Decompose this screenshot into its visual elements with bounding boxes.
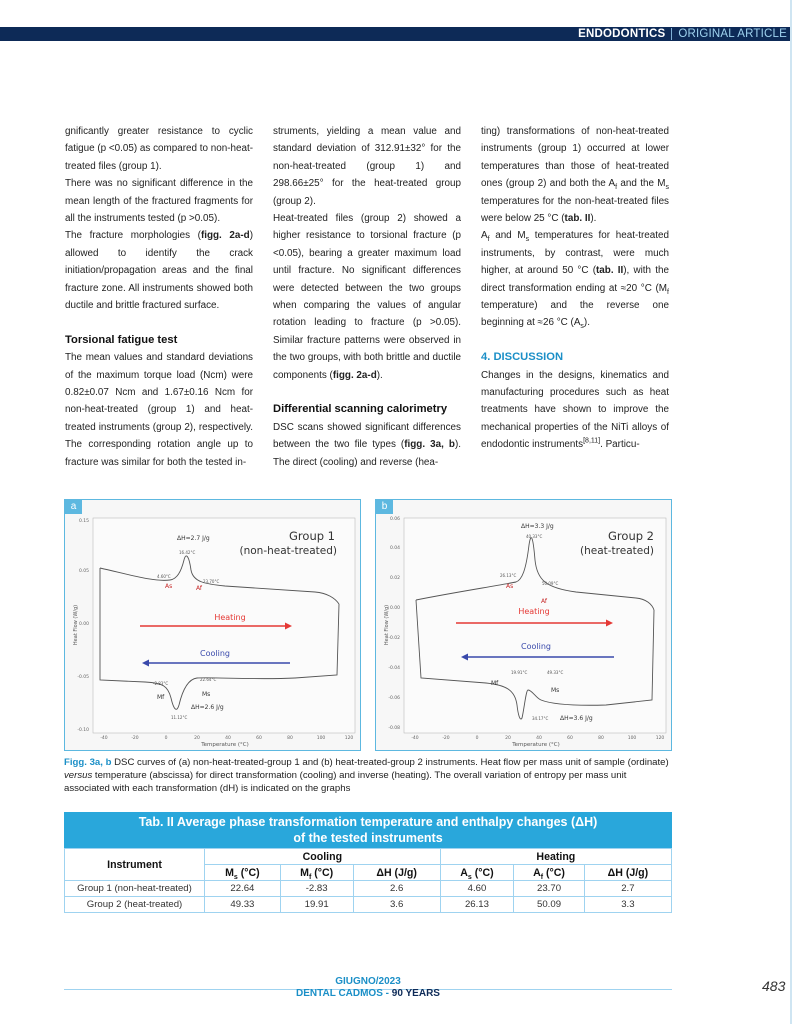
text-run: and M <box>489 230 526 242</box>
x-tick: 60 <box>256 736 262 741</box>
as-label: As <box>506 583 514 590</box>
paragraph: There was no significant difference in the mean length of the fractured fragments for all the instruments tested (p >0.05). <box>65 178 253 225</box>
paragraph: The mean values and standard deviations of the maximum torque load (Ncm) were 0.82±0.07 Ncm and 1.67±0.16 Ncm for non-heat-treated (group 1) and heat-treated instruments (group 2), respectively. The corresponding rotation angle up to fracture was similar for both the tested in- <box>65 352 253 468</box>
figure-reference: figg. 2a-d <box>200 230 250 242</box>
paragraph <box>273 210 461 384</box>
cell-dh-cooling: 3.6 <box>353 897 440 913</box>
paragraph <box>65 227 253 314</box>
header-subscript: f <box>540 873 544 881</box>
x-tick: 40 <box>536 736 542 741</box>
column-header-af <box>514 865 585 881</box>
ms-value: 22.64°C <box>200 677 217 682</box>
enthalpy-cooling: ΔH=3.6 J/g <box>560 715 593 722</box>
cell-dh-cooling: 2.6 <box>353 881 440 897</box>
heating-label: Heating <box>518 607 550 616</box>
ms-label: Ms <box>551 687 560 694</box>
dsc-chart-a <box>65 500 360 750</box>
x-tick: -20 <box>131 736 139 741</box>
cooling-label: Cooling <box>200 649 230 658</box>
y-tick: -0.02 <box>388 636 400 641</box>
x-tick: 20 <box>505 736 511 741</box>
phase-transformation-table <box>64 848 672 913</box>
text-run: temperatures for heat-treated instruments, by contrast, were much higher, at around 50 °C ( <box>481 230 669 277</box>
header-subscript: f <box>308 873 312 881</box>
group-header-heating: Heating <box>440 849 671 865</box>
figure-reference: figg. 2a-d <box>332 369 377 381</box>
enthalpy-cooling: ΔH=2.6 J/g <box>191 704 224 711</box>
text-run: ). <box>583 317 590 329</box>
af-value: 50.09°C <box>542 581 559 586</box>
header-symbol: M <box>300 866 309 879</box>
text-run: ting) transformations of non-heat-treated instruments (group 1) occurred at lower temperatures than those of heat-treated ones (group 2) and both the A <box>481 126 669 190</box>
group-title: Group 2 <box>608 529 654 543</box>
section-heading: 4. DISCUSSION <box>481 351 564 364</box>
table-reference: tab. II <box>564 213 591 225</box>
text-run: . Particu- <box>600 439 640 451</box>
y-tick: 0.04 <box>389 546 400 551</box>
y-tick: -0.08 <box>388 726 400 731</box>
column-header-mf <box>280 865 353 881</box>
text-column-3 <box>481 123 669 454</box>
peak-heating: 40.33°C <box>526 534 543 539</box>
subscript: f <box>487 236 490 244</box>
subscript: s <box>665 184 669 192</box>
peak-cooling: 11.12°C <box>171 715 188 720</box>
mf-value: 19.91°C <box>511 670 528 675</box>
subscript: f <box>667 288 669 296</box>
header-unit: (°C) <box>471 866 494 879</box>
header-divider <box>671 28 672 40</box>
header-subscript: s <box>233 873 238 881</box>
table-row <box>65 881 672 897</box>
panel-tag: a <box>65 500 82 514</box>
cooling-label: Cooling <box>521 642 551 651</box>
header-unit: (°C) <box>543 866 565 879</box>
x-tick: -40 <box>100 736 108 741</box>
af-value: 23.70°C <box>203 579 220 584</box>
y-tick: -0.06 <box>388 696 400 701</box>
text-run: ). The direct (cooling) and reverse (hea- <box>273 439 461 468</box>
y-axis-label: Heat Flow (W/g) <box>73 604 79 646</box>
column-header-as <box>440 865 514 881</box>
y-axis-label: Heat Flow (W/g) <box>384 604 390 646</box>
y-tick: 0.06 <box>389 517 400 522</box>
figure-reference: figg. 3a, b <box>404 439 455 451</box>
x-tick: 80 <box>287 736 293 741</box>
text-run: Heat-treated files (group 2) showed a higher resistance to torsional fracture (p <0.05), bearing a greater maximum load until fracture. No significant differences were detected between the two groups when comparing the values of angular rotation leading to fracture (p >0.05). Similar fracture patterns were observed in the two groups, with both brittle and ductile components ( <box>273 213 461 381</box>
subscript: s <box>580 323 584 331</box>
cell-dh-heating: 3.3 <box>584 897 671 913</box>
caption-emphasis: versus <box>64 770 93 782</box>
x-tick: -40 <box>411 736 419 741</box>
text-run: The fracture morphologies ( <box>65 230 201 242</box>
dsc-figure-panel-b <box>375 499 672 751</box>
header-unit: (°C) <box>237 866 260 879</box>
section-label: ENDODONTICS <box>578 28 666 40</box>
x-tick: 60 <box>567 736 573 741</box>
text-run: ), with the direct transformation ending at ≈20 °C (M <box>481 265 669 294</box>
cell-af: 50.09 <box>514 897 585 913</box>
peak-heating: 16.42°C <box>179 550 196 555</box>
section-heading: Torsional fatigue test <box>65 333 178 346</box>
x-tick: 120 <box>344 736 354 741</box>
y-tick: 0.15 <box>78 519 89 524</box>
subscript: f <box>615 184 618 192</box>
cell-ms: 49.33 <box>205 897 281 913</box>
x-tick: 80 <box>598 736 604 741</box>
text-run: and the M <box>617 178 666 190</box>
issue-date: GIUGNO/2023 <box>335 976 401 987</box>
x-tick: 40 <box>225 736 231 741</box>
cell-ms: 22.64 <box>205 881 281 897</box>
text-run: ) allowed to identify the crack initiation/propagation areas and the final fracture zone. All instruments showed both ductile and brittle fractured surface. <box>65 230 254 312</box>
table-row <box>65 897 672 913</box>
table-title-line: of the tested instruments <box>293 831 443 845</box>
x-tick: -20 <box>442 736 450 741</box>
cell-mf: 19.91 <box>280 897 353 913</box>
header-symbol: A <box>533 866 541 879</box>
column-header-instrument: Instrument <box>65 849 205 881</box>
x-tick: 0 <box>164 736 168 741</box>
y-tick: 0.05 <box>78 569 89 574</box>
table-reference: tab. II <box>596 265 624 277</box>
peak-cooling: 34.17°C <box>532 716 549 721</box>
text-run: temperature) and the reverse one beginning at ≈26 °C (A <box>481 300 669 329</box>
text-run: Changes in the designs, kinematics and manufacturing procedures such as heat treatments have shown to improve the mechanical properties of the NiTi alloys of endodontic instruments <box>481 369 669 451</box>
cell-mf: -2.83 <box>280 881 353 897</box>
af-label: Af <box>196 585 203 592</box>
text-run: ). <box>590 213 597 225</box>
y-tick: -0.04 <box>388 666 400 671</box>
paragraph: struments, yielding a mean value and standard deviation of 312.91±32° for the non-heat-treated (group 1) and 298.66±25° for the heat-treated group (group 2). <box>273 126 461 207</box>
enthalpy-heating: ΔH=2.7 J/g <box>177 535 210 542</box>
x-tick: 100 <box>627 736 637 741</box>
table-title <box>64 812 672 848</box>
group-subtitle: (heat-treated) <box>580 545 654 557</box>
y-tick: 0.02 <box>389 576 400 581</box>
subscript: s <box>525 236 530 244</box>
header-subscript: s <box>467 873 472 881</box>
as-value: 26.13°C <box>500 573 517 578</box>
x-axis-label: Temperature (°C) <box>512 742 560 748</box>
caption-label: Figg. 3a, b <box>64 757 112 768</box>
journal-footer <box>64 976 672 1000</box>
enthalpy-heating: ΔH=3.3 J/g <box>521 523 554 530</box>
cell-as: 4.60 <box>440 881 514 897</box>
ms-label: Ms <box>202 691 211 698</box>
paragraph <box>273 419 461 471</box>
journal-anniversary: 90 YEARS <box>391 988 440 999</box>
mf-label: Mf <box>491 680 499 687</box>
text-run: A <box>481 230 488 242</box>
x-tick: 20 <box>194 736 200 741</box>
column-header-dh-cooling: ΔH (J/g) <box>353 865 440 881</box>
paragraph <box>481 367 669 454</box>
y-tick: 0.00 <box>78 622 89 627</box>
as-label: As <box>165 583 173 590</box>
text-run: temperatures for the non-heat-treated files were below 25 °C ( <box>481 195 669 225</box>
cell-instrument: Group 2 (heat-treated) <box>65 897 205 913</box>
section-header <box>578 27 787 41</box>
paragraph <box>481 227 669 331</box>
x-tick: 0 <box>475 736 479 741</box>
cell-dh-heating: 2.7 <box>584 881 671 897</box>
column-header-ms <box>205 865 281 881</box>
dsc-figure-panel-a <box>64 499 361 751</box>
paragraph: gnificantly greater resistance to cyclic fatigue (p <0.05) as compared to non-heat-treated files (group 1). <box>65 126 254 172</box>
group-title: Group 1 <box>289 529 335 543</box>
page-edge-rule <box>790 0 792 1024</box>
figure-caption <box>64 756 674 796</box>
cell-instrument: Group 1 (non-heat-treated) <box>65 881 205 897</box>
group-header-cooling: Cooling <box>205 849 441 865</box>
panel-tag: b <box>376 500 393 514</box>
text-run: ). <box>376 369 383 381</box>
af-label: Af <box>541 598 548 605</box>
mf-label: Mf <box>157 694 165 701</box>
page-number: 483 <box>762 978 786 994</box>
section-heading: Differential scanning calorimetry <box>273 403 448 416</box>
cell-af: 23.70 <box>514 881 585 897</box>
y-tick: 0.00 <box>389 606 400 611</box>
y-tick: -0.05 <box>77 675 89 680</box>
paragraph <box>481 123 669 227</box>
x-tick: 100 <box>316 736 326 741</box>
y-tick: -0.10 <box>77 728 89 733</box>
dsc-chart-b <box>376 500 671 750</box>
header-symbol: M <box>225 866 234 879</box>
journal-name <box>64 988 672 1000</box>
caption-text: DSC curves of (a) non-heat-treated-group 1 and (b) heat-treated-group 2 instruments. Heat flow per mass unit of sample (ordinate) <box>111 757 669 768</box>
cell-as: 26.13 <box>440 897 514 913</box>
heating-label: Heating <box>214 613 246 622</box>
group-subtitle: (non-heat-treated) <box>239 545 337 557</box>
ms-value: 49.33°C <box>547 670 564 675</box>
as-value: 4.60°C <box>157 574 171 579</box>
citation: [8,11] <box>583 438 601 445</box>
article-type-label: ORIGINAL ARTICLE <box>678 28 787 40</box>
text-column-1 <box>65 123 253 471</box>
column-header-dh-heating: ΔH (J/g) <box>584 865 671 881</box>
table-title-line: Tab. II Average phase transformation temperature and enthalpy changes (ΔH) <box>138 815 598 829</box>
text-column-2 <box>273 123 461 471</box>
mf-value: -2.83°C <box>153 681 169 686</box>
journal-title: DENTAL CADMOS - <box>296 988 392 999</box>
text-run: DSC scans showed significant differences between the two file types ( <box>273 421 461 451</box>
x-tick: 120 <box>655 736 665 741</box>
header-symbol: A <box>460 866 468 879</box>
caption-text: temperature (abscissa) for direct transformation (cooling) and inverse (heating). The overall variation of entropy per mass unit associated with each transformation (dH) is indicated on the graphs <box>64 770 627 795</box>
header-unit: (°C) <box>311 866 334 879</box>
x-axis-label: Temperature (°C) <box>201 742 249 748</box>
